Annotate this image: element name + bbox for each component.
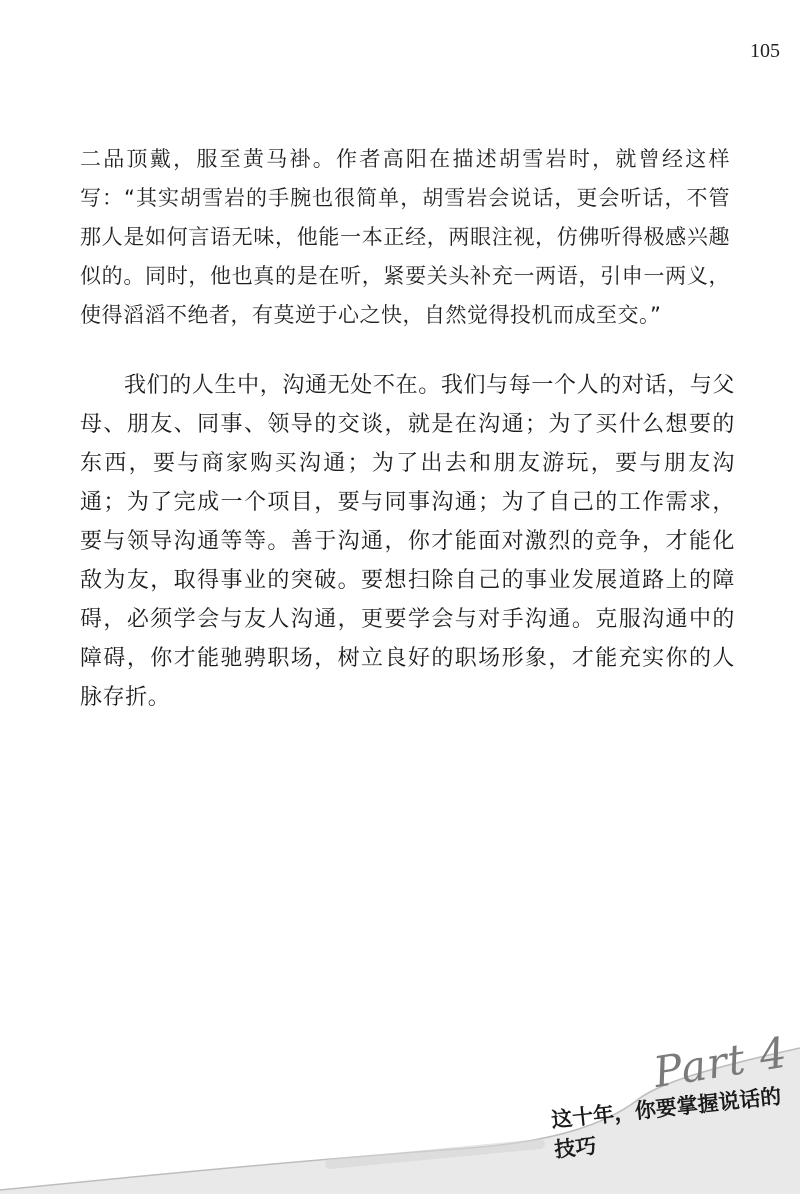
page-number: 105 (750, 40, 780, 62)
body-paragraph-1: 二品顶戴，服至黄马褂。作者高阳在描述胡雪岩时，就曾经这样写：“其实胡雪岩的手腕也很简单，胡雪岩会说话，更会听话，不管那人是如何言语无味，他能一本正经，两眼注视，仿佛听得极感兴趣似的。同时，他也真的是在听，紧要关头补充一两语，引申一两义，使得滔滔不绝者，有莫逆于心之快，自然觉得投机而成至交。” (80, 147, 730, 327)
chapter-title: 这十年，你要掌握说话的技巧 (550, 1084, 783, 1163)
part-label: Part 4 (650, 1027, 791, 1097)
body-paragraph-2: 我们的人生中，沟通无处不在。我们与每一个人的对话，与父母、朋友、同事、领导的交谈，就是在沟通；为了买什么想要的东西，要与商家购买沟通；为了出去和朋友游玩，要与朋友沟通；为了完成一个项目，要与同事沟通；为了自己的工作需求，要与领导沟通等等。善于沟通，你才能面对激烈的竞争，才能化敌为友，取得事业的突破。要想扫除自己的事业发展道路上的障碍，必须学会与友人沟通，更要学会与对手沟通。克服沟通中的障碍，你才能驰骋职场，树立良好的职场形象，才能充实你的人脉存折。 (80, 373, 735, 710)
